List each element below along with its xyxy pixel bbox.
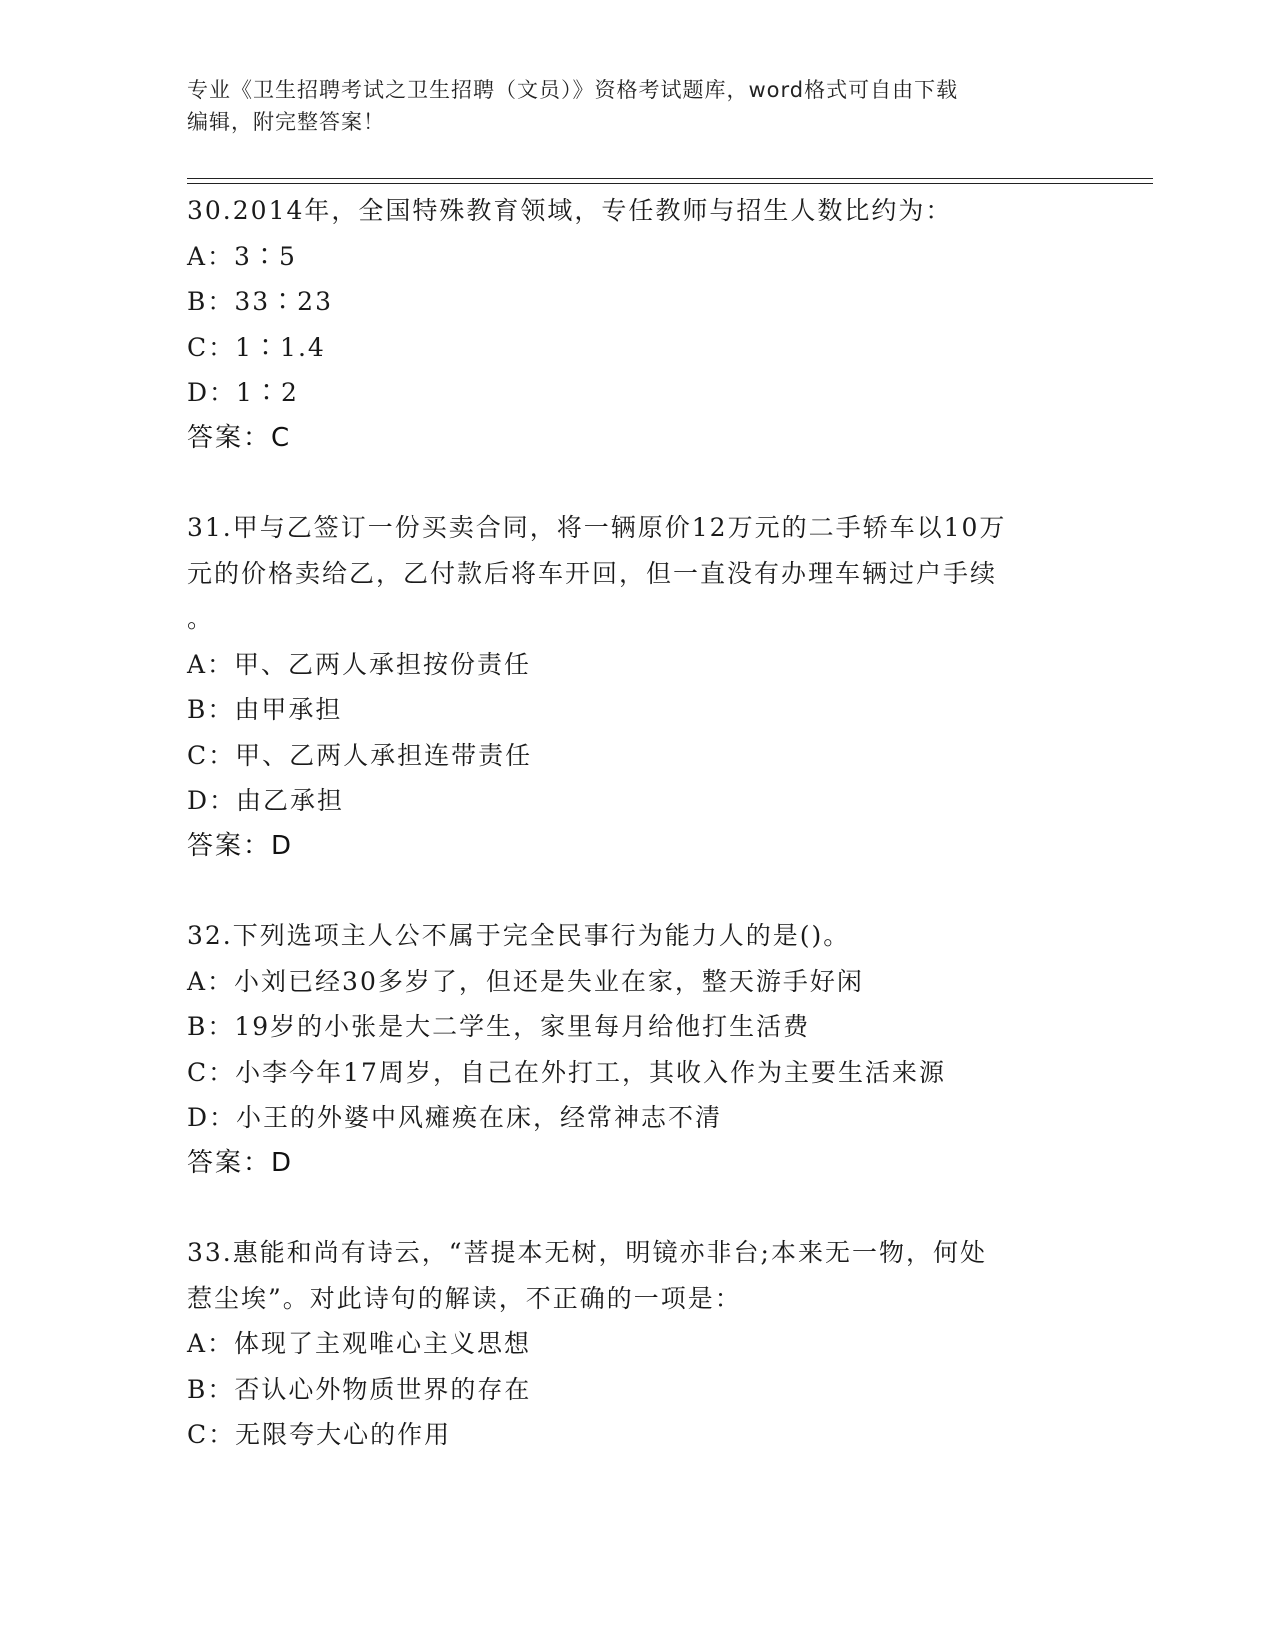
question-32 [187, 913, 1087, 1186]
header-line-1: 专业《卫生招聘考试之卫生招聘（文员）》资格考试题库，word格式可自由下载 [187, 78, 959, 102]
question-stem: 元的价格卖给乙，乙付款后将车开回，但一直没有办理车辆过户手续 [187, 558, 998, 588]
header-divider-top [187, 178, 1153, 179]
document-header [187, 74, 1087, 138]
question-stem: 30.2014年，全国特殊教育领域，专任教师与招生人数比约为： [187, 196, 953, 225]
option-d: D：小王的外婆中风瘫痪在床，经常神志不清 [187, 1103, 723, 1132]
option-a: A：体现了主观唯心主义思想 [187, 1329, 532, 1358]
option-c: C：1∶1.4 [187, 332, 326, 362]
option-c: C：无限夸大心的作用 [187, 1420, 452, 1449]
option-b: B：33∶23 [187, 287, 333, 316]
header-divider-bottom [187, 183, 1153, 184]
question-stem: 。 [187, 604, 215, 633]
option-d: D：1∶2 [187, 378, 299, 407]
header-line-2: 编辑，附完整答案！ [187, 110, 385, 134]
question-list [187, 188, 1087, 1458]
question-30 [187, 188, 1087, 461]
option-c: C：小李今年17周岁，自己在外打工，其收入作为主要生活来源 [187, 1057, 946, 1087]
answer-line: 答案：D [187, 1147, 294, 1178]
question-stem: 32.下列选项主人公不属于完全民事行为能力人的是()。 [187, 921, 851, 950]
option-b: B：由甲承担 [187, 695, 343, 724]
question-stem: 31.甲与乙签订一份买卖合同，将一辆原价12万元的二手轿车以10万 [187, 513, 1007, 542]
question-stem: 惹尘埃”。对此诗句的解读，不正确的一项是： [187, 1283, 742, 1313]
answer-line: 答案：C [187, 422, 292, 453]
option-a: A：小刘已经30多岁了，但还是失业在家，整天游手好闲 [187, 966, 864, 996]
question-31 [187, 505, 1087, 869]
option-a: A：3∶5 [187, 241, 297, 271]
question-stem: 33.惠能和尚有诗云，“菩提本无树，明镜亦非台;本来无一物，何处 [187, 1238, 987, 1267]
option-b: B：否认心外物质世界的存在 [187, 1374, 532, 1404]
option-d: D：由乙承担 [187, 786, 345, 815]
answer-line: 答案：D [187, 830, 294, 861]
option-b: B：19岁的小张是大二学生，家里每月给他打生活费 [187, 1012, 811, 1041]
option-a: A：甲、乙两人承担按份责任 [187, 649, 532, 679]
option-c: C：甲、乙两人承担连带责任 [187, 740, 533, 770]
question-33 [187, 1230, 1087, 1458]
